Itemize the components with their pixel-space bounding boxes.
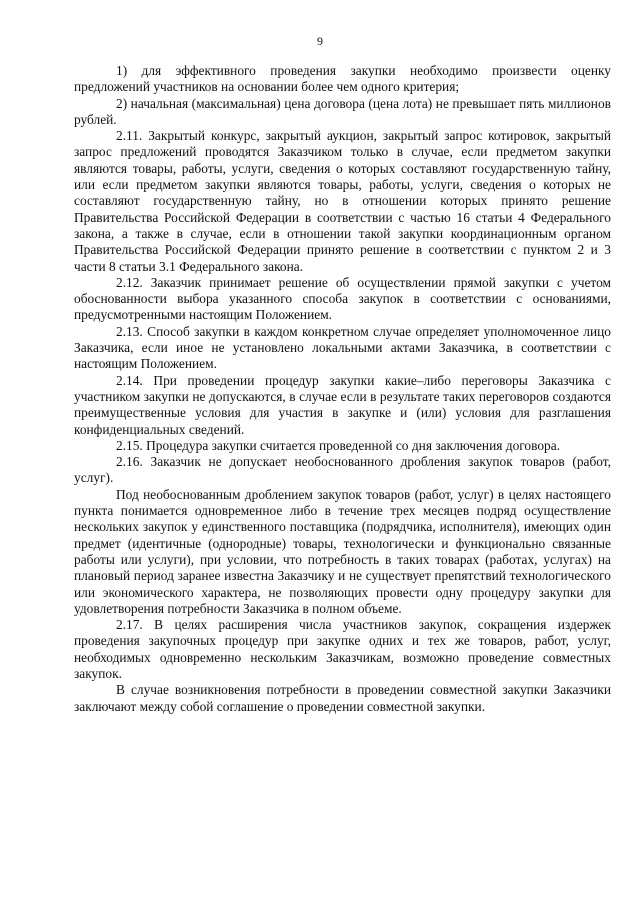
paragraph-2-16-explanation: Под необоснованным дроблением закупок товаров (работ, услуг) в целях настоящего пункта понимается одновременное либо в течение трех месяцев подряд осуществление нескольких закупок у единственного поставщика (подрядчика, исполнителя), имеющих один предмет (идентичные (однородные) товары, технологически и функционально связанные работы или услуги), при условии, что потребность в таких товарах (работах, услугах) на плановый период заранее известна Заказчику и не существует препятствий технологического или экономического характера, не позволяющих провести одну процедуру закупки для удовлетворения потребности Заказчика в полном объеме. bbox=[74, 486, 611, 616]
document-body bbox=[74, 63, 611, 715]
paragraph-criteria-item-2: 2) начальная (максимальная) цена договора (цена лота) не превышает пять миллионов рублей. bbox=[74, 95, 611, 127]
paragraph-2-15: 2.15. Процедура закупки считается проведенной со дня заключения договора. bbox=[116, 437, 561, 453]
paragraph-2-12: 2.12. Заказчик принимает решение об осуществлении прямой закупки с учетом обоснованности выбора указанного способа закупок в соответствии с основаниями, предусмотренными настоящим Положением. bbox=[74, 274, 611, 323]
paragraph-2-17: 2.17. В целях расширения числа участников закупок, сокращения издержек проведения закупочных процедур при закупке одних и тех же товаров, работ, услуг, необходимых одновременно нескольким Заказчикам, возможно проведение совместных закупок. bbox=[74, 617, 611, 681]
paragraph-2-11: 2.11. Закрытый конкурс, закрытый аукцион, закрытый запрос котировок, закрытый запрос предложений проводятся Заказчиком только в случае, если предметом закупки являются товары, работы, услуги, сведения о которых составляют государственную тайну, или если предметом закупки являются товары, работы, услуги, сведения о которых не составляют государственную тайну, но в отношении которых принято решение Правительства Российской Федерации в соответствии с частью 16 статьи 4 Федерального закона, а также в случае, если в отношении такой закупки координационным органом Правительства Российской Федерации принято решение в соответствии с пунктом 2 и 3 части 8 статьи 3.1 Федерального закона. bbox=[74, 128, 611, 274]
paragraph-2-16: 2.16. Заказчик не допускает необоснованного дробления закупок товаров (работ, услуг). bbox=[74, 454, 611, 486]
paragraph-criteria-item-1: 1) для эффективного проведения закупки необходимо произвести оценку предложений участников на основании более чем одного критерия; bbox=[74, 63, 611, 95]
paragraph-2-17-agreement: В случае возникновения потребности в проведении совместной закупки Заказчики заключают между собой соглашение о проведении совместной закупки. bbox=[74, 682, 611, 714]
page-number: 9 bbox=[317, 34, 323, 48]
paragraph-2-14: 2.14. При проведении процедур закупки какие–либо переговоры Заказчика с участником закупки не допускаются, в случае если в результате таких переговоров создаются преимущественные условия для участия в закупке и (или) условия для разглашения конфиденциальных сведений. bbox=[74, 372, 611, 437]
paragraph-2-13: 2.13. Способ закупки в каждом конкретном случае определяет уполномоченное лицо Заказчика, если иное не установлено локальными актами Заказчика, в соответствии с настоящим Положением. bbox=[74, 323, 611, 372]
